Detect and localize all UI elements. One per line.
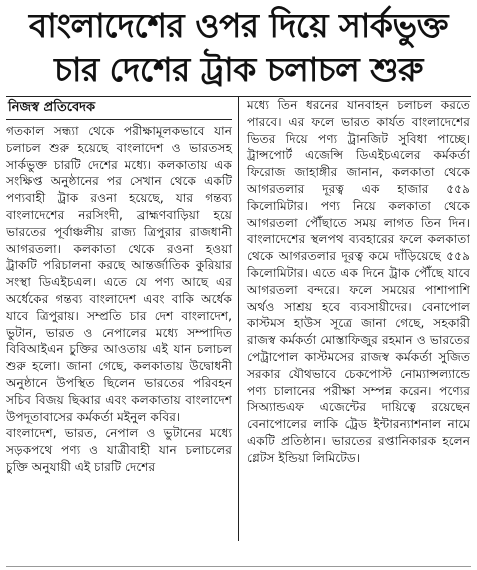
byline-divider: [6, 119, 232, 120]
paragraph: গতকাল সন্ধ্যা থেকে পরীক্ষামূলকভাবে যান চলাচল শুরু হয়েছে বাংলাদেশ ও ভারতসহ সার্কভুক্ত চারটি দেশের মধ্যে। কলকাতায় এক সংক্ষিপ্ত অনুষ্ঠানের পর সেখান থেকে একটি পণ্যবাহী ট্রাক রওনা হয়েছে, যার গন্তব্য বাংলাদেশের নরসিংদী, ব্রাহ্মণবাড়িয়া হয়ে ভারতের পূর্বাঞ্চলীয় রাজ্য ত্রিপুরার রাজধানী আগরতলা। কলকাতা থেকে রওনা হওয়া ট্রাকটি পরিচালনা করছে আন্তর্জাতিক কুরিয়ার সংস্থা ডিএইচএল। এতে যে পণ্য আছে এর অর্ধেকের গন্তব্য বাংলাদেশ এবং বাকি অর্ধেক যাবে ত্রিপুরায়। সম্প্রতি চার দেশ বাংলাদেশ, ভুটান, ভারত ও নেপালের মধ্যে সম্পাদিত বিবিআইএন চুক্তির আওতায় এই যান চলাচল শুরু হলো। জানা গেছে, কলকাতায় উদ্বোধনী অনুষ্ঠানে উপস্থিত ছিলেন ভারতের পরিবহন সচিব বিজয় ছিব্বার এবং কলকাতায় বাংলাদেশ উপদূতাবাসের কর্মকর্তা মইনুল কবির।: [6, 124, 232, 424]
byline: নিজস্ব প্রতিবেদক: [8, 100, 96, 115]
headline: [6, 4, 471, 92]
left-column: [6, 97, 238, 541]
headline-line-2: চার দেশের ট্রাক চলাচল শুরু: [54, 50, 423, 89]
article-body: [6, 97, 471, 541]
paragraph: মধ্যে তিন ধরনের যানবাহন চলাচল করতে পারবে। এর ফলে ভারত কার্যত বাংলাদেশের ভিতর দিয়ে পণ্য ট্রানজিট সুবিধা পাচ্ছে। ট্রান্সপোর্ট এজেন্সি ডিএইচএলের কর্মকর্তা ফিরোজ জাহাঙ্গীর জানান, কলকাতা থেকে আগরতলার দূরত্ব এক হাজার ৫৫৯ কিলোমিটার। পণ্য নিয়ে কলকাতা থেকে আগরতলা পৌঁছাতে সময় লাগত তিন দিন। বাংলাদেশের স্থলপথ ব্যবহারের ফলে কলকাতা থেকে আগরতলার দূরত্ব কমে দাঁড়িয়েছে ৫৫৯ কিলোমিটার। এতে এক দিনে ট্রাক পৌঁছে যাবে আগরতলা বন্দরে। ফলে সময়ের পাশাপাশি অর্থও সাশ্রয় হবে ব্যবসায়ীদের। বেনাপোল কাস্টমস হাউস সূত্রে জানা গেছে, সহকারী রাজস্ব কর্মকর্তা মোস্তাফিজুর রহমান ও ভারতের পেট্রাপোল কাস্টমসের রাজস্ব কর্মকর্তা সুজিত সরকার যৌথভাবে চেকপোস্ট নোম্যান্সল্যান্ডে পণ্য চালানের পরীক্ষা সম্পন্ন করেন। পণ্যের সিঅ্যান্ডএফ এজেন্টের দায়িত্বে রয়েছেন বেনাপোলের লাকি ট্রেড ইন্টারন্যাশনাল নামে একটি প্রতিষ্ঠান। ভারতের রপ্তানিকারক হলেন গ্লেটস ইন্ডিয়া লিমিটেড।: [247, 98, 470, 465]
bottom-divider: [6, 566, 471, 567]
headline-line-1: বাংলাদেশের ওপর দিয়ে সার্কভুক্ত: [28, 6, 449, 45]
paragraph: বাংলাদেশ, ভারত, নেপাল ও ভুটানের মধ্যে সড়কপথে পণ্য ও যাত্রীবাহী যান চলাচলের চুক্তি অনুযায়ী এই চারটি দেশের: [6, 426, 232, 474]
right-column: [238, 97, 470, 541]
